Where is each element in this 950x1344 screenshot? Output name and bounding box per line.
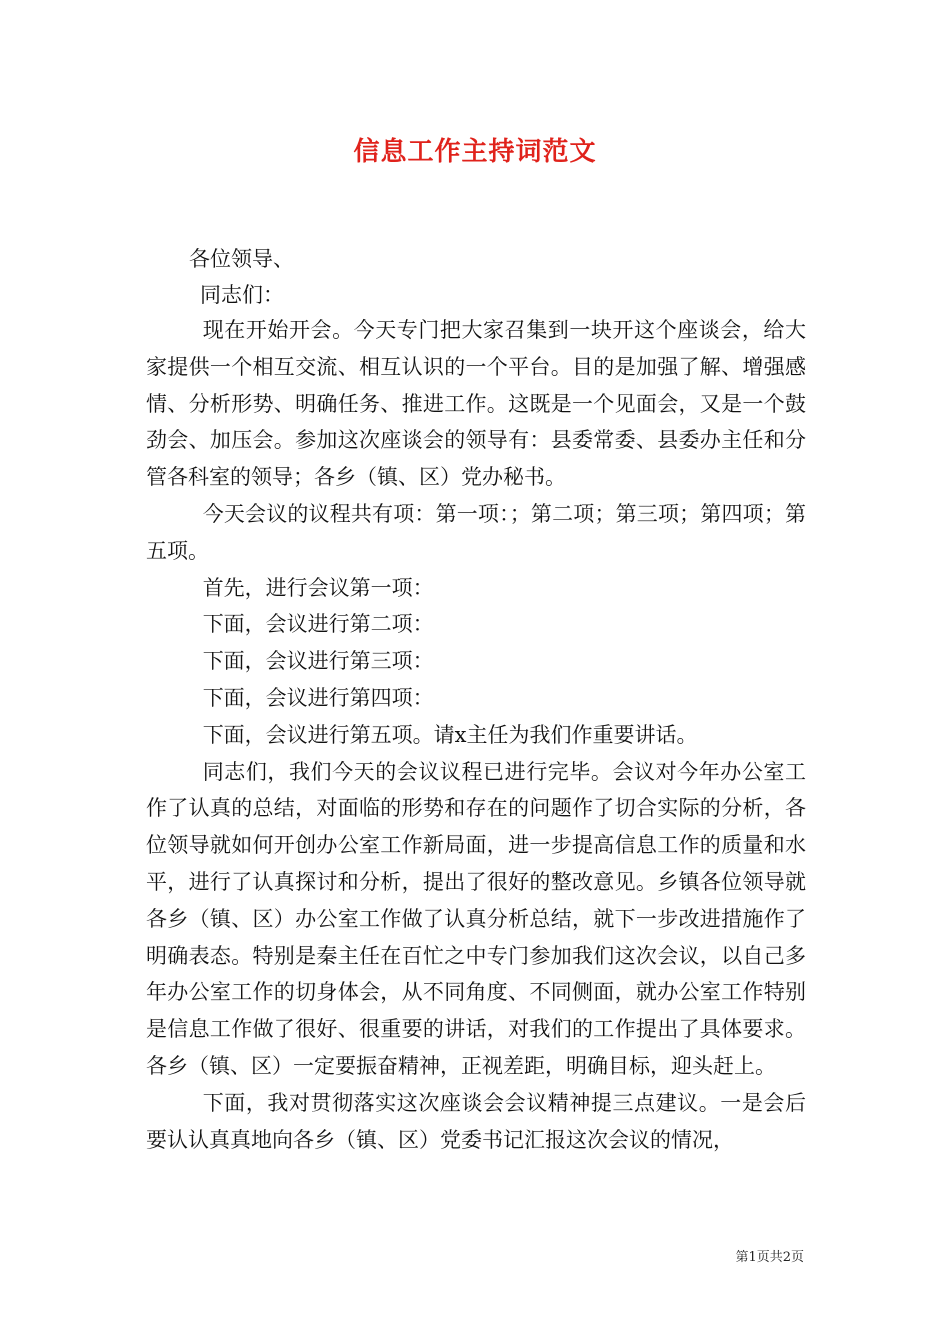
paragraph-suggestions: 下面，我对贯彻落实这次座谈会会议精神提三点建议。一是会后要认认真真地向各乡（镇、区）党委书记汇报这次会议的情况， — [146, 1090, 806, 1152]
paragraph-item-1: 首先，进行会议第一项： — [202, 575, 434, 600]
paragraph-opening: 现在开始开会。今天专门把大家召集到一块开这个座谈会，给大家提供一个相互交流、相互认识的一个平台。目的是加强了解、增强感情、分析形势、明确任务、推进工作。这既是一个见面会，又是一个鼓劲会、加压会。参加这次座谈会的领导有：县委常委、县委办主任和分管各科室的领导；各乡（镇、区）党办秘书。 — [146, 318, 806, 490]
document-body — [146, 312, 806, 1158]
paragraph-item-2: 下面，会议进行第二项： — [202, 612, 434, 637]
paragraph-item-4: 下面，会议进行第四项： — [202, 685, 434, 710]
salutation-comrades: 同志们： — [200, 283, 284, 307]
salutation-leaders: 各位领导、 — [189, 247, 294, 271]
page-number-footer: 第1页共2页 — [735, 1250, 804, 1265]
paragraph-summary: 同志们，我们今天的会议议程已进行完毕。会议对今年办公室工作了认真的总结，对面临的形势和存在的问题作了切合实际的分析，各位领导就如何开创办公室工作新局面，进一步提高信息工作的质量和水平，进行了认真探讨和分析，提出了很好的整改意见。乡镇各位领导就各乡（镇、区）办公室工作做了认真分析总结，就下一步改进措施作了明确表态。特别是秦主任在百忙之中专门参加我们这次会议，以自己多年办公室工作的切身体会，从不同角度、不同侧面，就办公室工作特别是信息工作做了很好、很重要的讲话，对我们的工作提出了具体要求。各乡（镇、区）一定要振奋精神，正视差距，明确目标，迎头赶上。 — [146, 759, 806, 1078]
document-title: 信息工作主持词范文 — [353, 137, 597, 167]
paragraph-agenda: 今天会议的议程共有项：第一项：；第二项；第三项；第四项；第五项。 — [146, 501, 806, 563]
paragraph-item-3: 下面，会议进行第三项： — [202, 649, 434, 674]
paragraph-item-5: 下面，会议进行第五项。请x主任为我们作重要讲话。 — [202, 722, 698, 747]
